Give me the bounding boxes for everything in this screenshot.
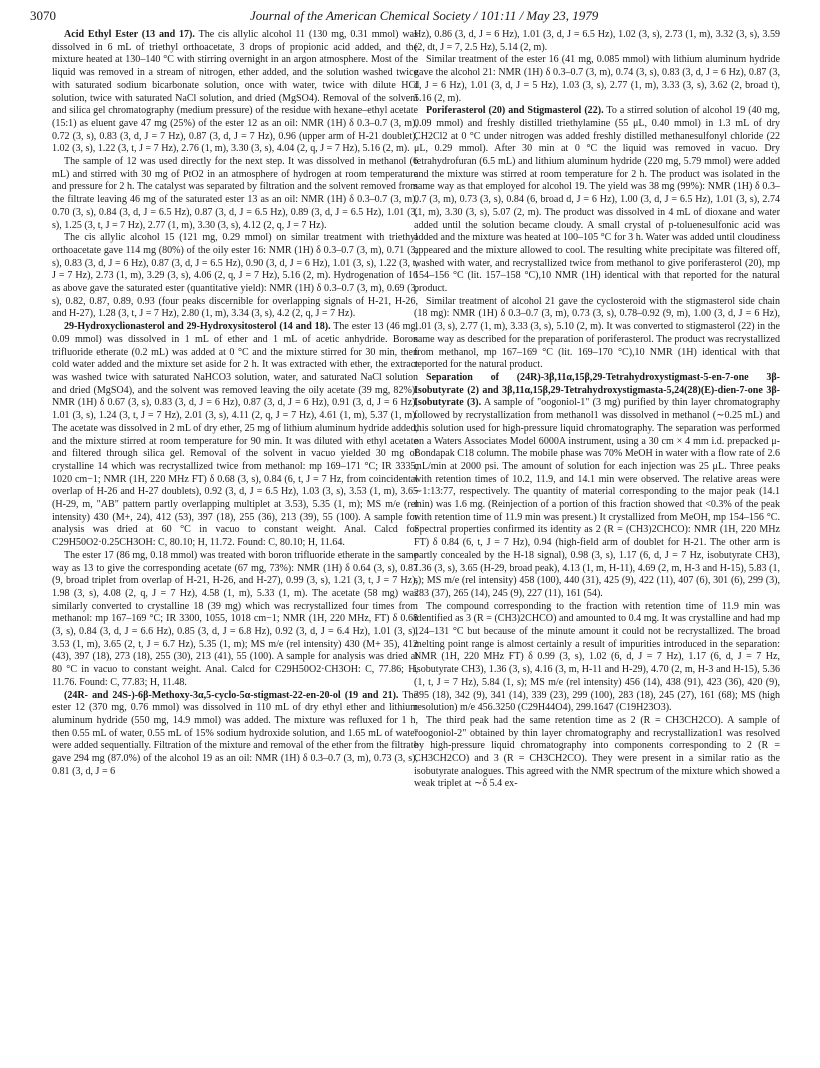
journal-citation: Journal of the American Chemical Society / 101:11 / May 23, 1979 [250,8,599,23]
paragraph-text: Similar treatment of alcohol 21 gave the cyclosteroid with the stigmasterol side chain (18 mg): NMR (1H) δ 0.3–0.7 (3, m), 0.73 (3, s), 0.78–0.92 (9, m), 1.00 (3, d, J = 6 Hz), 1.01 (3, s), 2.77 (1, m), 3.33 (3, s), 5.10 (2, m). It was converted to stigmasterol (22) in the same way as described for the preparation of poriferasterol. The product was recrystallized from methanol, mp 167–169 °C (lit. 169–170 °C),10 NMR (1H) identical with that reported for the natural product. [414,295,780,371]
paragraph-text: The ester 12 (370 mg, 0.76 mmol) was dissolved in 110 mL of dry ethyl ether and lithium aluminum hydride (550 mg, 14.9 mmol) was added. The mixture was refluxed for 1 h, then 0.55 mL of water, 0.55 mL of 15% sodium hydroxide solution, and 1.65 mL of water were added sequentially. Filtration of the mixture and removal of the ether from the filtrate gave 294 mg (87.0%) of the alcohol 19 as an oil: NMR (1H) δ 0.3–0.7 (3, m), 0.73 (3, s), 0.81 (3, d, J = 6 [52,689,418,777]
paragraph [52,321,418,550]
section-heading: (24R- and 24S-)-6β-Methoxy-3α,5-cyclo-5α-stigmast-22-en-20-ol (19 and 21). [64,689,399,701]
right-text-column [414,29,780,791]
paragraph-text: The compound corresponding to the fraction with retention time of 11.9 min was identified as 3 (R = (CH3)2CHCO) and amounted to 0.4 mg. It was crystalline and had mp 124–131 °C but because of the minute amount it could not be recrystallized. The broad melting point range is almost certainly a result of impurities introduced in the separation: NMR (1H, 220 MHz FT) δ 0.99 (3, s), 1.02 (6, d, J = 7 Hz), 1.17 (6, d, J = 7 Hz, isobutyrate CH3), 1.36 (3, s), 4.16 (3, m, H-11 and H-29), 4.70 (2, m, H-3 and H-15), 5.36 (1, t, J = 7 Hz), 5.84 (1, s); MS m/e (rel intensity) 456 (14), 438 (91), 423 (36), 420 (9), 395 (18), 342 (9), 341 (14), 339 (23), 299 (100), 283 (18), 245 (27), 161 (68); MS (high resolution) m/e 456.3250 (C29H44O4), 299.1647 (C19H23O3). [414,600,780,714]
paragraph-text: The cis allylic alcohol 15 (121 mg, 0.29 mmol) on similar treatment with triethyl orthoacetate gave 114 mg (80%) of the oily ester 16: NMR (1H) δ 0.3–0.7 (3, m), 0.71 (3, s), 0.83 (3, d, J = 6 Hz), 0.87 (3, d, J = 6.5 Hz), 0.90 (3, d, J = 6 Hz), 1.01 (3, s), 1.22 (3, t, J = 7 Hz), 2.73 (1, m), 3.29 (3, s), 4.06 (2, q, J = 7 Hz), 5.16 (2, m). Hydrogenation of 16 as above gave the saturated ester (quantitative yield): NMR (1H) δ 0.3–0.7 (3, m), 0.69 (3, s), 0.82, 0.87, 0.89, 0.93 (four peaks discernible for overlapping signals of H-21, H-26, and H-27), 1.28 (3, t, J = 7 Hz), 2.80 (1, m), 3.34 (3, s), 4.2 (2, q, J = 7 Hz). [52,232,418,320]
paragraph-text: To a stirred solution of alcohol 19 (40 mg, 0.09 mmol) and freshly distilled triethylamine (55 μL, 0.40 mmol) in 1.3 mL of dry CH2Cl2 at 0 °C under nitrogen was added freshly distilled methanesulfonyl chloride (22 μL, 0.29 mmol). After 30 min at 0 °C the liquid was removed in vacuo. Dry tetrahydrofuran (6.5 mL) and lithium aluminum hydride (220 mg, 5.79 mmol) were added and the mixture was stirred at room temperature for 2 h. The product was isolated in the same way as that employed for alcohol 19. The yield was 38 mg (99%): NMR (1H) δ 0.3–0.7 (3, m), 0.73 (3, s), 0.84 (6, broad d, J = 6 Hz), 1.00 (3, d, J = 6.5 Hz), 1.01 (3, s), 2.74 (1, m), 3.30 (3, s), 5.07 (2, m). The product was dissolved in 4 mL of dioxane and water added until the solution became cloudy. A small crystal of p-toluenesulfonic acid was added and the mixture was heated at 100–105 °C for 3 h. Water was added until cloudiness appeared and the mixture allowed to cool. The resulting white precipitate was filtered off, washed with water, and recrystallized twice from methanol to give poriferasterol (20), mp 154–156 °C (lit. 157–158 °C),10 NMR (1H) identical with that reported for the natural product. [414,105,780,295]
section-heading: Acid Ethyl Ester (13 and 17). [64,29,195,40]
paragraph [414,29,780,54]
paragraph [52,690,418,779]
page-number: 3070 [30,8,56,23]
paragraph [52,156,418,232]
paragraph [414,54,780,105]
paragraph [414,715,780,791]
paragraph [414,601,780,715]
paragraph-text: The cis allylic alcohol 11 (130 mg, 0.31 mmol) was dissolved in 6 mL of triethyl orthoacetate, 3 drops of propionic acid added, and the mixture heated at 130–140 °C with stirring overnight in an argon atmosphere. Most of the liquid was removed in a stream of nitrogen, ether added, and the solution washed twice with saturated sodium bicarbonate solution, once with water, twice with dilute HCl solution, twice with saturated NaCl solution, and dried (MgSO4). Removal of the solvent and silica gel chromatography (medium pressure) of the residue with hexane–ethyl acetate (15:1) as eluent gave 47 mg (25%) of the ester 12 as an oil: NMR (1H) δ 0.3–0.7 (3, m), 0.72 (3, s), 0.83 (3, d, J = 7 Hz), 0.87 (3, d, J = 7 Hz), 0.96 (upper arm of H-21 doublet), 1.02 (3, s), 1.22 (3, t, J = 7 Hz), 2.76 (1, m), 3.30 (3, s), 4.04 (2, q, J = 7 Hz), 5.16 (2, m). [52,29,418,155]
paragraph [52,232,418,321]
paragraph-text: Hz), 0.86 (3, d, J = 6 Hz), 1.01 (3, d, J = 6.5 Hz), 1.02 (3, s), 2.73 (1, m), 3.32 (3, s), 3.59 (2, dt, J = 7, 2.5 Hz), 5.14 (2, m). [414,29,780,53]
section-heading: Separation of (24R)-3β,11α,15β,29-Tetrahydroxystigmast-5-en-7-one 3β-Isobutyrate (2) and 3β,11α,15β,29-Tetrahydroxystigmasta-5,24(28)(E)-dien-7-one 3β-Isobutyrate (3). [414,371,780,409]
section-heading: Poriferasterol (20) and Stigmasterol (22). [426,105,604,117]
left-text-column [52,29,418,778]
paragraph-text: The sample of 12 was used directly for the next step. It was dissolved in methanol (6 mL) and stirred with 30 mg of PtO2 in an atmosphere of hydrogen at room temperature and pressure for 2 h. The catalyst was separated by filtration and the solvent removed from the filtrate leaving 46 mg of the saturated ester 13 as an oil: NMR (1H) δ 0.3–0.7 (3, m), 0.70 (3, s), 0.84 (3, d, J = 6.5 Hz), 0.87 (3, d, J = 6.5 Hz), 0.89 (3, d, J = 6.5 Hz), 1.01 (3, s), 1.25 (3, t, J = 7 Hz), 2.77 (1, m), 3.30 (3, s), 4.12 (2, q, J = 7 Hz). [52,156,418,231]
paragraph-text: The third peak had the same retention time as 2 (R = CH3CH2CO). A sample of "oogoniol-2" obtained by thin layer chromatography and recrystallization1 was resolved by high-pressure liquid chromatography into components corresponding to 2 (R = CH3CH2CO) and 3 (R = CH3CH2CO). They were present in a similar ratio as the isobutyrate analogues. This agreed with the NMR spectrum of the mixture which showed a weak triplet at ∼δ 5.4 ex- [414,714,780,790]
paragraph [52,29,418,156]
paragraph [52,550,418,690]
paragraph-text: Similar treatment of the ester 16 (41 mg, 0.085 mmol) with lithium aluminum hydride gave the alcohol 21: NMR (1H) δ 0.3–0.7 (3, m), 0.74 (3, s), 0.83 (3, d, J = 6 Hz), 0.87 (3, d, J = 6 Hz), 1.01 (3, d, J = 5 Hz), 1.03 (3, s), 2.77 (1, m), 3.33 (3, s), 3.62 (2, broad t), 5.16 (2, m). [414,54,780,104]
running-header [30,8,790,28]
section-heading: 29-Hydroxyclionasterol and 29-Hydroxysitosterol (14 and 18). [64,321,331,333]
paragraph [414,372,780,601]
paragraph-text: A sample of "oogoniol-1" (3 mg) purified by thin layer chromatography followed by recrystallization from methanol1 was dissolved in methanol (∼0.25 mL) and this solution used for high-pressure liquid chromatography. The separation was performed on a Waters Associates Model 6000A instrument, using a 30 cm × 4 mm i.d. prepacked μ-Bondapak C18 column. The mobile phase was 70% MeOH in water with a flow rate of 2.6 mL/min at 2000 psi. The amount of solution for each injection was 25 μL. Three peaks with retention times of 10.2, 11.9, and 14.1 min were observed. The relative areas were ∼1:13:77, respectively. The quantity of material corresponding to the major peak (14.1 min) was 1.6 mg. (Reinjection of a portion of this fraction showed that <0.3% of the peak with retention time of 11.9 min was present.) It crystallized from MeOH, mp 154–156 °C. Spectral properties confirmed its identity as 2 (R = (CH3)2CHCO): NMR (1H, 220 MHz FT) δ 0.84 (6, t, J = 7 Hz), 0.94 (high-field arm of doublet for H-21. The other arm is partly concealed by the H-18 signal), 0.98 (3, s), 1.17 (6, d, J = 7 Hz, isobutyrate CH3), 1.36 (3, s), 3.65 (H-29, broad peak), 4.13 (1, m, H-11), 4.69 (2, m, H-3 and H-15), 5.83 (1, s); MS m/e (rel intensity) 458 (100), 440 (31), 425 (9), 422 (11), 407 (6), 301 (6), 299 (3), 283 (37), 265 (14), 245 (9), 227 (11), 161 (54). [414,397,780,599]
paragraph [414,105,780,296]
paragraph-text: The ester 17 (86 mg, 0.18 mmol) was treated with boron trifluoride etherate in the same way as 13 to give the corresponding acetate (67 mg, 73%): NMR (1H) δ 0.64 (3, s), 0.87 (9, broad triplet from overlap of H-21, H-26, and H-27), 0.99 (3, s), 1.21 (3, t, J = 7 Hz), 1.98 (3, s), 4.08 (2, q, J = 7 Hz), 4.58 (1, m), 5.33 (1, m). The acetate (58 mg) was similarly converted to crystalline 18 (39 mg) which was recrystallized four times from methanol: mp 167–169 °C; IR 3300, 1055, 1018 cm−1; NMR (1H, 220 MHz, FT) δ 0.68 (3, s), 0.84 (3, d, J = 6.6 Hz), 0.85 (3, d, J = 6.8 Hz), 0.92 (3, d, J = 6.4 Hz), 1.01 (3, s), 3.53 (1, m), 3.65 (2, t, J = 6.7 Hz), 5.35 (1, m); MS m/e (rel intensity) 430 (M+ 35), 412 (43), 397 (18), 273 (18), 255 (30), 213 (41), 55 (100). A sample for analysis was dried at 80 °C in vacuo to constant weight. Anal. Calcd for C29H50O2·CH3OH: C, 77.86; H, 11.76. Found: C, 77.83; H, 11.48. [52,549,418,688]
paragraph-text: The ester 13 (46 mg, 0.09 mmol) was dissolved in 1 mL of ether and 1 mL of acetic anhydride. Boron trifluoride etherate (0.2 mL) was added at 0 °C and the mixture stirred for 30 min, then cold water added and the mixture set aside for 2 h. It was extracted with ether, the extract was washed twice with saturated NaHCO3 solution, water, and saturated NaCl solution and dried (MgSO4), and the solvent was removed leaving the oily acetate (39 mg, 82%): NMR (1H) δ 0.67 (3, s), 0.83 (3, d, J = 6 Hz), 0.87 (3, d, J = 6 Hz), 0.91 (3, d, J = 6 Hz), 1.01 (3, s), 1.24 (3, t, J = 7 Hz), 2.01 (3, s), 4.11 (2, q, J = 7 Hz), 4.61 (1, m), 5.37 (1, m). The acetate was dissolved in 2 mL of dry ether, 25 mg of lithium aluminum hydride added, and the mixture stirred at room temperature for 90 min. It was diluted with ethyl acetate and filtered through silica gel. Removal of the solvent in vacuo yielded 30 mg of crystalline 14 which was recrystallized twice from methanol: mp 169–171 °C; IR 3335, 1020 cm−1; NMR (1H, 220 MHz FT) δ 0.68 (3, s), 0.84 (6, t, J = 7 Hz, from coincidental overlap of H-26 and H-27 doublets), 0.92 (3, d, J = 6.5 Hz), 1.03 (3, s), 3.53 (1, m), 3.65 (H-29, m, "AB" pattern partly overlapping multiplet at 3.53), 5.35 (1, m); MS m/e (rel intensity) 430 (M+, 24), 412 (53), 397 (18), 255 (36), 213 (39), 55 (100). A sample for analysis was dried at 60 °C in vacuo to constant weight. Anal. Calcd for C29H50O2·0.25CH3OH: C, 80.10; H, 11.72. Found: C, 80.10; H, 11.64. [52,321,418,549]
paragraph [414,296,780,372]
